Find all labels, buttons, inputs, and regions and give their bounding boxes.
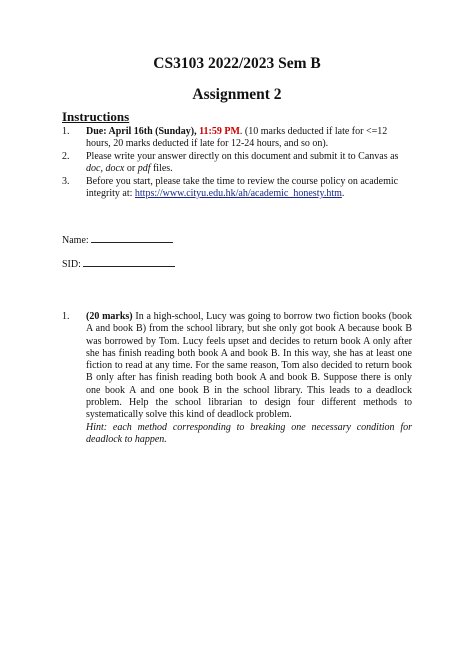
academic-honesty-link[interactable]: https://www.cityu.edu.hk/ah/academic_honesty.htm [134,188,342,200]
format-doc: doc [86,163,101,175]
sid-blank-line[interactable] [83,257,175,267]
format-separator: or [124,163,138,175]
question-number: 1. [62,311,70,322]
integrity-text: Before you start, please take the time to review the course policy on academic integrity at: [86,175,399,200]
course-title: CS3103 2022/2023 Sem B [153,55,321,72]
instructions-list [62,126,412,200]
question-body [62,311,412,446]
name-label: Name: [62,235,92,246]
instruction-item-integrity [62,176,412,201]
question-1 [62,311,412,446]
integrity-text-end: . [341,188,345,200]
submission-text: Please write your answer directly on this document and submit it to Canvas as [86,150,399,162]
question-text: In a high-school, Lucy was going to borrow two fiction books (book A and book B) from the school library, but she only got book A because book B was borrowed by Tom. Lucy feels upset and decides to return book A only after she has finish reading both book A and book B. In this way, she has at least one fiction to read at any time. For the same reason, Tom also decided to return book B only after has finish reading both book A and book B. Suppose there is only one book A and one book B in the school library. This leads to a deadlock problem. Help the school librarian to design four different methods to systematically solve this kind of deadlock problem. [86,311,412,421]
question-marks: (20 marks) [86,311,133,322]
instructions-heading: Instructions [62,109,130,124]
assignment-title: Assignment 2 [192,86,282,103]
format-separator: , [100,163,106,175]
sid-label: SID: [62,259,84,270]
instruction-item-due [62,126,412,151]
list-number: 2. [62,150,70,162]
name-blank-line[interactable] [91,233,173,243]
late-policy-text: . (10 marks deducted if late for <=12 hours, 20 marks deducted if late for 12-24 hours, and so on). [86,126,388,150]
due-time: 11:59 PM [199,126,240,137]
list-number: 3. [62,175,70,187]
list-number: 1. [62,126,70,137]
name-field[interactable] [62,233,173,246]
sid-field[interactable] [62,257,175,270]
submission-text-end: files. [150,163,173,175]
due-date-label: Due: April 16th (Sunday), [86,126,197,137]
format-pdf: pdf [137,163,151,175]
question-hint: Hint: each method corresponding to breaking one necessary condition for deadlock to happen. [86,421,412,445]
format-docx: docx [105,163,125,175]
instruction-item-submission [62,151,412,176]
